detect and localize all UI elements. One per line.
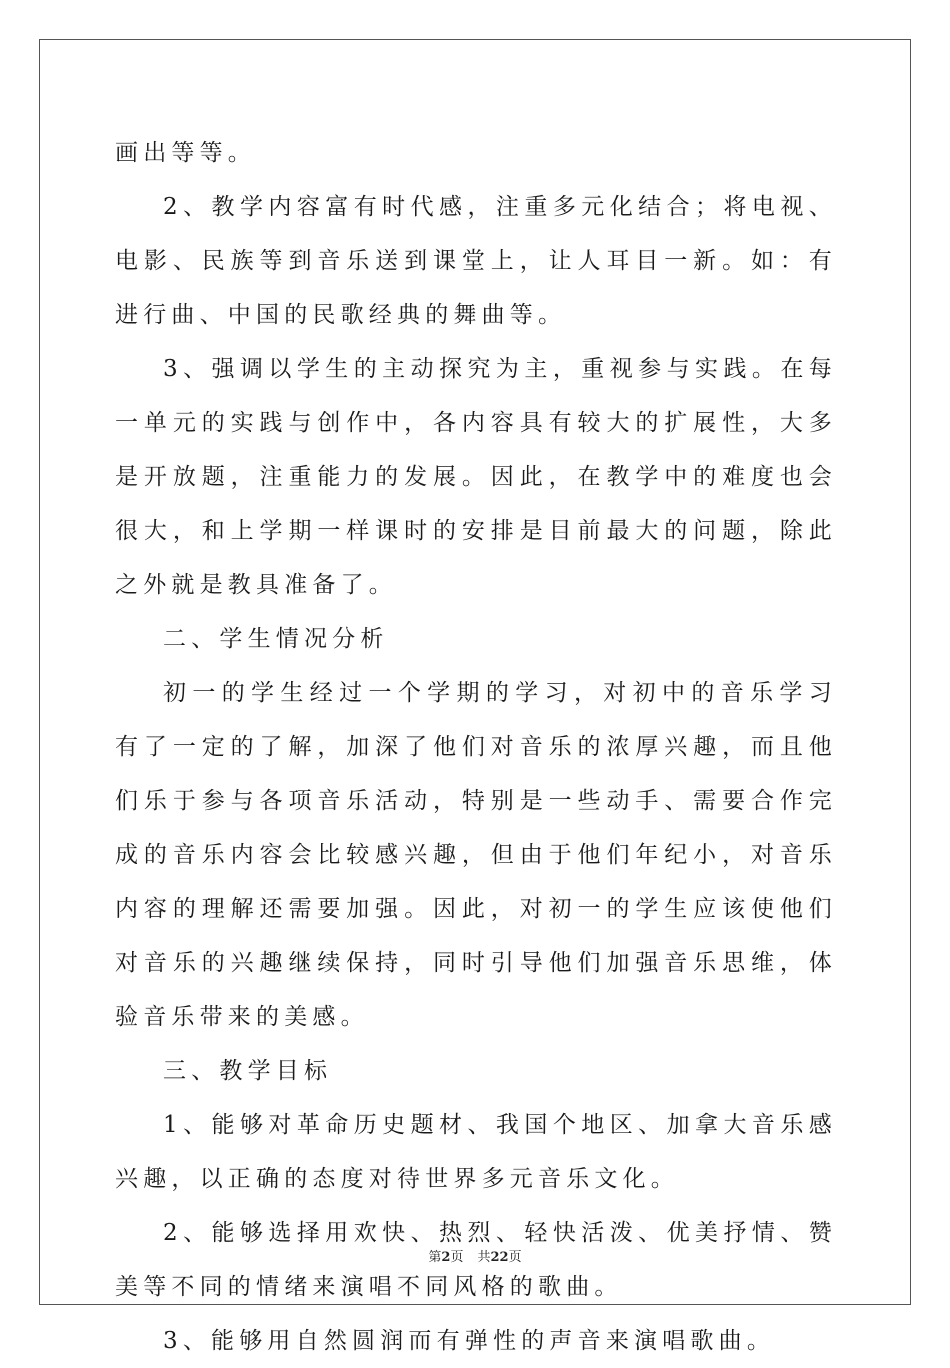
paragraph-3: 3、强调以学生的主动探究为主，重视参与实践。在每一单元的实践与创作中，各内容具有较大的扩展性，大多是开放题，注重能力的发展。因此，在教学中的难度也会很大，和上学期一样课时的安排是目前最大的问题，除此之外就是教具准备了。 xyxy=(115,356,837,598)
footer-total-suffix: 页 xyxy=(508,1250,522,1265)
goal-item-2: 2、能够选择用欢快、热烈、轻快活泼、优美抒情、赞美等不同的情绪来演唱不同风格的歌曲。 xyxy=(115,1220,837,1300)
footer-page-suffix: 页 xyxy=(450,1250,464,1265)
footer-total-prefix: 共 xyxy=(477,1250,491,1265)
paragraph-1: 画出等等。 xyxy=(115,140,256,166)
section-heading-student-analysis: 二、学生情况分析 xyxy=(163,626,389,652)
paragraph-2: 2、教学内容富有时代感，注重多元化结合；将电视、电影、民族等到音乐送到课堂上，让人耳目一新。如：有进行曲、中国的民歌经典的舞曲等。 xyxy=(115,194,837,328)
total-page-count: 22 xyxy=(490,1250,509,1265)
footer-prefix: 第 xyxy=(428,1250,442,1265)
paragraph-student-analysis: 初一的学生经过一个学期的学习，对初中的音乐学习有了一定的了解，加深了他们对音乐的浓厚兴趣，而且他们乐于参与各项音乐活动，特别是一些动手、需要合作完成的音乐内容会比较感兴趣，但由于他们年纪小，对音乐内容的理解还需要加强。因此，对初一的学生应该使他们对音乐的兴趣继续保持，同时引导他们加强音乐思维，体验音乐带来的美感。 xyxy=(115,680,837,1030)
current-page-number: 2 xyxy=(441,1250,451,1265)
goal-item-1: 1、能够对革命历史题材、我国个地区、加拿大音乐感兴趣，以正确的态度对待世界多元音乐文化。 xyxy=(115,1112,837,1192)
goal-item-3: 3、能够用自然圆润而有弹性的声音来演唱歌曲。 xyxy=(163,1328,776,1354)
section-heading-teaching-goals: 三、教学目标 xyxy=(163,1058,333,1084)
page-footer xyxy=(0,1246,950,1265)
document-body xyxy=(115,126,837,1368)
